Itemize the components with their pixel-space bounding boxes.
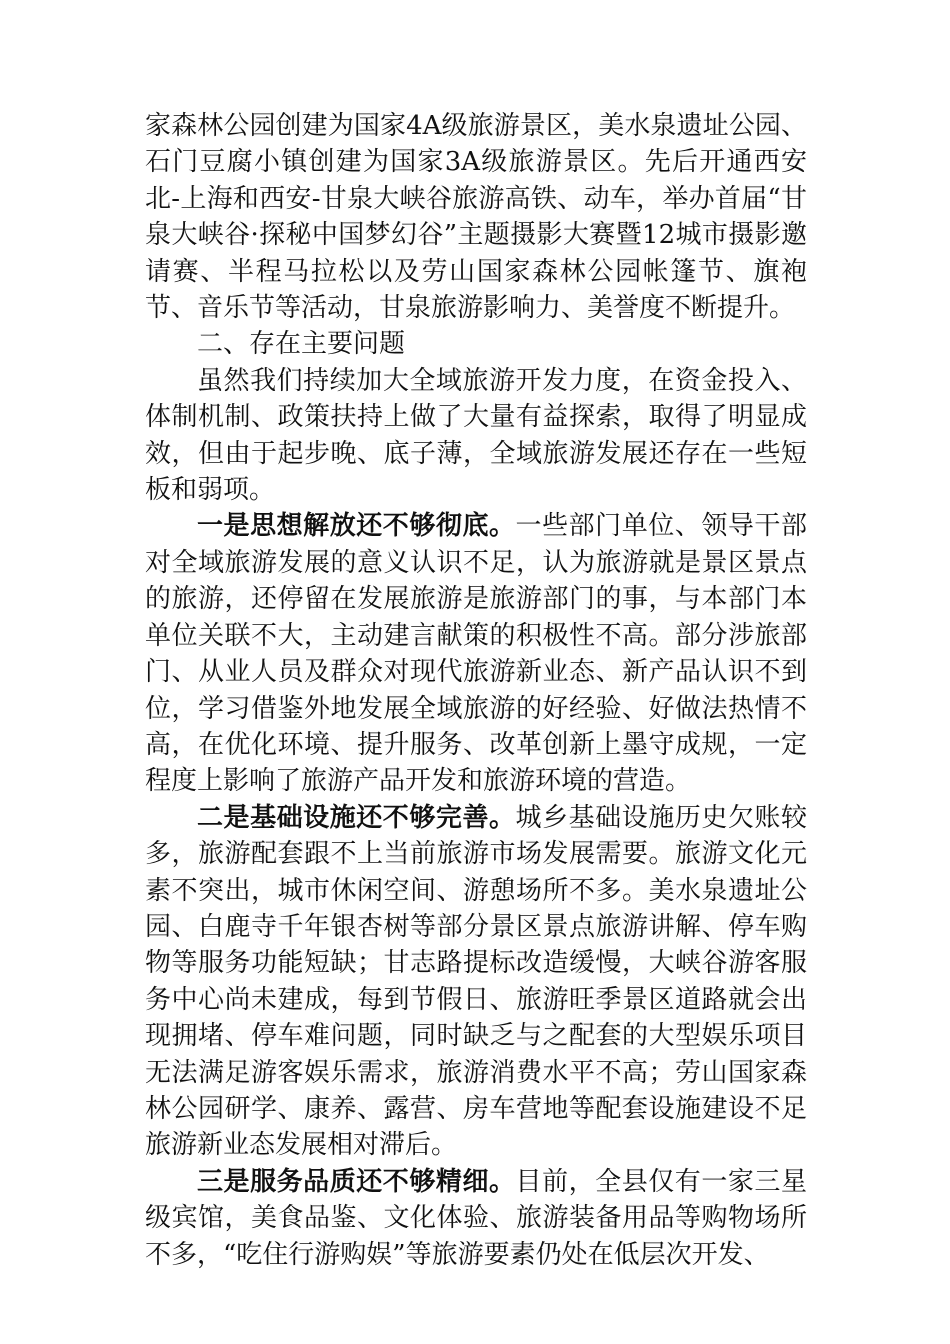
paragraph-issue-2 [145,800,807,1164]
issue-3-body: 目前，全县仅有一家三星级宾馆，美食品鉴、文化体验、旅游装备用品等购物场所不多，“吃住行游购娱”等旅游要素仍处在低层次开发、 [145,1166,807,1270]
paragraph-continued: 家森林公园创建为国家4A级旅游景区，美水泉遗址公园、石门豆腐小镇创建为国家3A级旅游景区。先后开通西安北-上海和西安-甘泉大峡谷旅游高铁、动车，举办首届“甘泉大峡谷·探秘中国梦幻谷”主题摄影大赛暨12城市摄影邀请赛、半程马拉松以及劳山国家森林公园帐篷节、旗袍节、音乐节等活动，甘泉旅游影响力、美誉度不断提升。 [145,111,807,324]
issue-3-lead: 三是服务品质还不够精细。 [197,1166,516,1197]
document-page [145,108,807,1273]
paragraph-issue-3 [145,1164,807,1273]
paragraph-intro: 虽然我们持续加大全域旅游开发力度，在资金投入、体制机制、政策扶持上做了大量有益探索，取得了明显成效，但由于起步晚、底子薄，全域旅游发展还存在一些短板和弱项。 [145,365,807,506]
issue-2-lead: 二是基础设施还不够完善。 [197,802,516,833]
issue-2-body: 城乡基础设施历史欠账较多，旅游配套跟不上当前旅游市场发展需要。旅游文化元素不突出，城市休闲空间、游憩场所不多。美水泉遗址公园、白鹿寺千年银杏树等部分景区景点旅游讲解、停车购物等服务功能短缺；甘志路提标改造缓慢，大峡谷游客服务中心尚未建成，每到节假日、旅游旺季景区道路就会出现拥堵、停车难问题，同时缺乏与之配套的大型娱乐项目无法满足游客娱乐需求，旅游消费水平不高；劳山国家森林公园研学、康养、露营、房车营地等配套设施建设不足旅游新业态发展相对滞后。 [145,802,807,1161]
issue-1-body: 一些部门单位、领导干部对全域旅游发展的意义认识不足，认为旅游就是景区景点的旅游，还停留在发展旅游是旅游部门的事，与本部门本单位关联不大，主动建言献策的积极性不高。部分涉旅部门、从业人员及群众对现代旅游新业态、新产品认识不到位，学习借鉴外地发展全域旅游的好经验、好做法热情不高，在优化环境、提升服务、改革创新上墨守成规，一定程度上影响了旅游产品开发和旅游环境的营造。 [145,511,807,797]
issue-1-lead: 一是思想解放还不够彻底。 [197,511,516,542]
section-heading: 二、存在主要问题 [197,329,406,360]
paragraph-issue-1 [145,508,807,799]
